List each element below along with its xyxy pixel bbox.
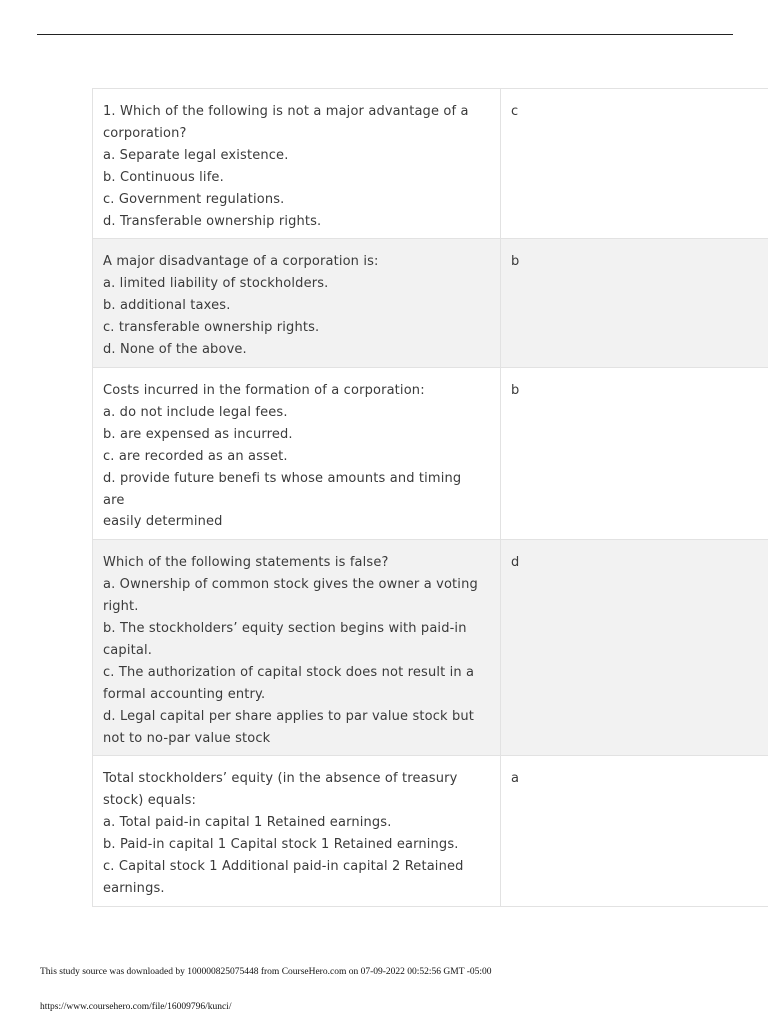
- download-source-note: This study source was downloaded by 100000825075448 from CourseHero.com on 07-09-2022 00:52:56 GMT -05:00: [40, 967, 492, 977]
- question-line: corporation?: [103, 125, 187, 141]
- answer-cell: [501, 239, 768, 368]
- question-line: easily determined: [103, 514, 223, 530]
- question-line: formal accounting entry.: [103, 686, 266, 702]
- source-url: https://www.coursehero.com/file/16009796/kunci/: [40, 1002, 232, 1012]
- question-line: d. None of the above.: [103, 342, 247, 358]
- answer-letter: b: [511, 382, 520, 398]
- question-line: b. are expensed as incurred.: [103, 426, 293, 442]
- answer-cell: [501, 367, 768, 539]
- question-line: a. do not include legal fees.: [103, 404, 288, 420]
- question-answer-table: [92, 88, 768, 907]
- question-line: b. The stockholders’ equity section begins with paid-in: [103, 621, 467, 637]
- answer-letter: c: [511, 104, 519, 119]
- question-text: 1. Which of the following is not a major advantage of a: [103, 104, 469, 119]
- question-line: d. Transferable ownership rights.: [103, 213, 322, 229]
- top-divider: [37, 34, 733, 35]
- question-line: d. Legal capital per share applies to par value stock but: [103, 708, 475, 724]
- question-line: a. limited liability of stockholders.: [103, 276, 329, 292]
- table-row: [93, 367, 768, 539]
- question-line: not to no-par value stock: [103, 730, 271, 746]
- question-line: a. Total paid-in capital 1 Retained earnings.: [103, 815, 392, 831]
- answer-letter: d: [511, 555, 520, 571]
- qa-table-body: [93, 89, 768, 907]
- question-line: a. Separate legal existence.: [103, 147, 289, 163]
- question-line: a. Ownership of common stock gives the owner a voting: [103, 577, 478, 593]
- question-line: c. Capital stock 1 Additional paid-in capital 2 Retained: [103, 859, 464, 875]
- table-row: [93, 540, 768, 756]
- question-line: c. are recorded as an asset.: [103, 448, 288, 464]
- answer-cell: [501, 89, 768, 239]
- question-text: A major disadvantage of a corporation is:: [103, 254, 379, 270]
- table-row: [93, 239, 768, 368]
- question-cell: [93, 89, 501, 239]
- question-line: earnings.: [103, 881, 165, 896]
- question-cell: [93, 239, 501, 368]
- question-line: c. The authorization of capital stock does not result in a: [103, 664, 475, 680]
- question-text: Costs incurred in the formation of a corporation:: [103, 382, 425, 398]
- question-text: Which of the following statements is false?: [103, 555, 389, 571]
- question-line: b. Continuous life.: [103, 169, 224, 185]
- answer-letter: a: [511, 771, 520, 787]
- question-line: c. transferable ownership rights.: [103, 320, 320, 336]
- question-line: are: [103, 492, 125, 508]
- question-line: d. provide future benefi ts whose amounts and timing: [103, 470, 462, 486]
- table-row: [93, 756, 768, 906]
- question-line: b. Paid-in capital 1 Capital stock 1 Retained earnings.: [103, 837, 459, 853]
- question-line: c. Government regulations.: [103, 191, 285, 207]
- question-line: right.: [103, 599, 139, 615]
- question-text: Total stockholders’ equity (in the absence of treasury: [103, 771, 458, 787]
- table-row: [93, 89, 768, 239]
- question-line: stock) equals:: [103, 793, 197, 809]
- question-line: b. additional taxes.: [103, 298, 231, 314]
- question-cell: [93, 540, 501, 756]
- question-cell: [93, 367, 501, 539]
- answer-cell: [501, 540, 768, 756]
- question-line: capital.: [103, 642, 152, 658]
- question-cell: [93, 756, 501, 906]
- answer-letter: b: [511, 254, 520, 270]
- answer-cell: [501, 756, 768, 906]
